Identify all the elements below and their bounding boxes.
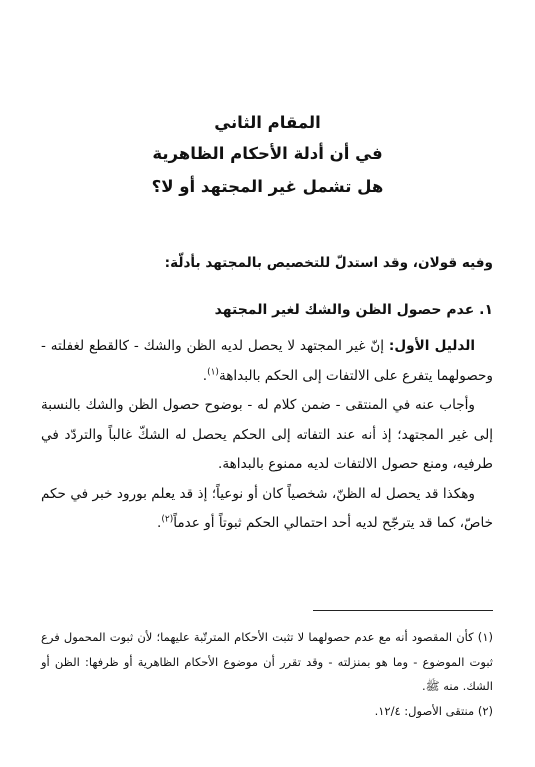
heading-line-2: في أن أدلة الأحكام الظاهرية	[152, 144, 383, 163]
paragraph-1-text: إنّ غير المجتهد لا يحصل لديه الظن والشك - كالقطع لغفلته - وحصولهما يتفرع على الالتفات إلى الحكم بالبداهة	[41, 338, 493, 384]
heading-line-3: هل تشمل غير المجتهد أو لا؟	[151, 177, 384, 196]
paragraph-3	[41, 480, 493, 539]
footnote-ref-1[interactable]: (١)	[207, 366, 219, 377]
paragraph-1-tail: .	[202, 367, 208, 384]
footnote-2: (٢) منتقى الأصول: ١٢/٤.	[374, 703, 493, 718]
footnote-divider	[313, 610, 493, 611]
paragraph-1-lead: الدليل الأول:	[388, 338, 475, 354]
paragraph-3-tail: .	[157, 515, 162, 531]
paragraph-3-text: وهكذا قد يحصل له الظنّ، شخصياً كان أو نوعياً؛ إذ قد يعلم بورود خبر في حكم خاصّ، كما قد يترجّح لديه أحد احتمالي الحكم ثبوتاً أو عدماً	[41, 485, 493, 531]
heading-line-1: المقام الثاني	[214, 113, 321, 132]
body-paragraphs	[41, 332, 493, 539]
footnote-ref-2[interactable]: (٢)	[161, 514, 174, 525]
footnotes	[41, 625, 493, 723]
footnote-1: (١) كأن المقصود أنه مع عدم حصولهما لا تثبت الأحكام المترتّبة عليهما؛ لأن ثبوت المحمول فرع ثبوت الموضوع - وما هو بمنزلته - وقد تقرر أن موضوع الأحكام الظاهرية أو ظرفها: الظن أو الشك. منه ﷺ.	[41, 630, 493, 693]
intro-paragraph: وفيه قولان، وقد استدلّ للتخصيص بالمجتهد بأدلّة:	[164, 255, 493, 271]
section-heading: ١. عدم حصول الظن والشك لغير المجتهد	[214, 302, 493, 318]
chapter-heading-block	[0, 113, 535, 197]
paragraph-1	[41, 332, 493, 391]
paragraph-2: وأجاب عنه في المنتقى - ضمن كلام له - بوضوح حصول الظن والشك بالنسبة إلى غير المجتهد؛ إذ أنه عند التفاته إلى الحكم يحصل له الشكّ غالباً والتردّد في طرفيه، ومنع حصول الالتفات لديه ممنوع بالبداهة.	[41, 397, 493, 472]
